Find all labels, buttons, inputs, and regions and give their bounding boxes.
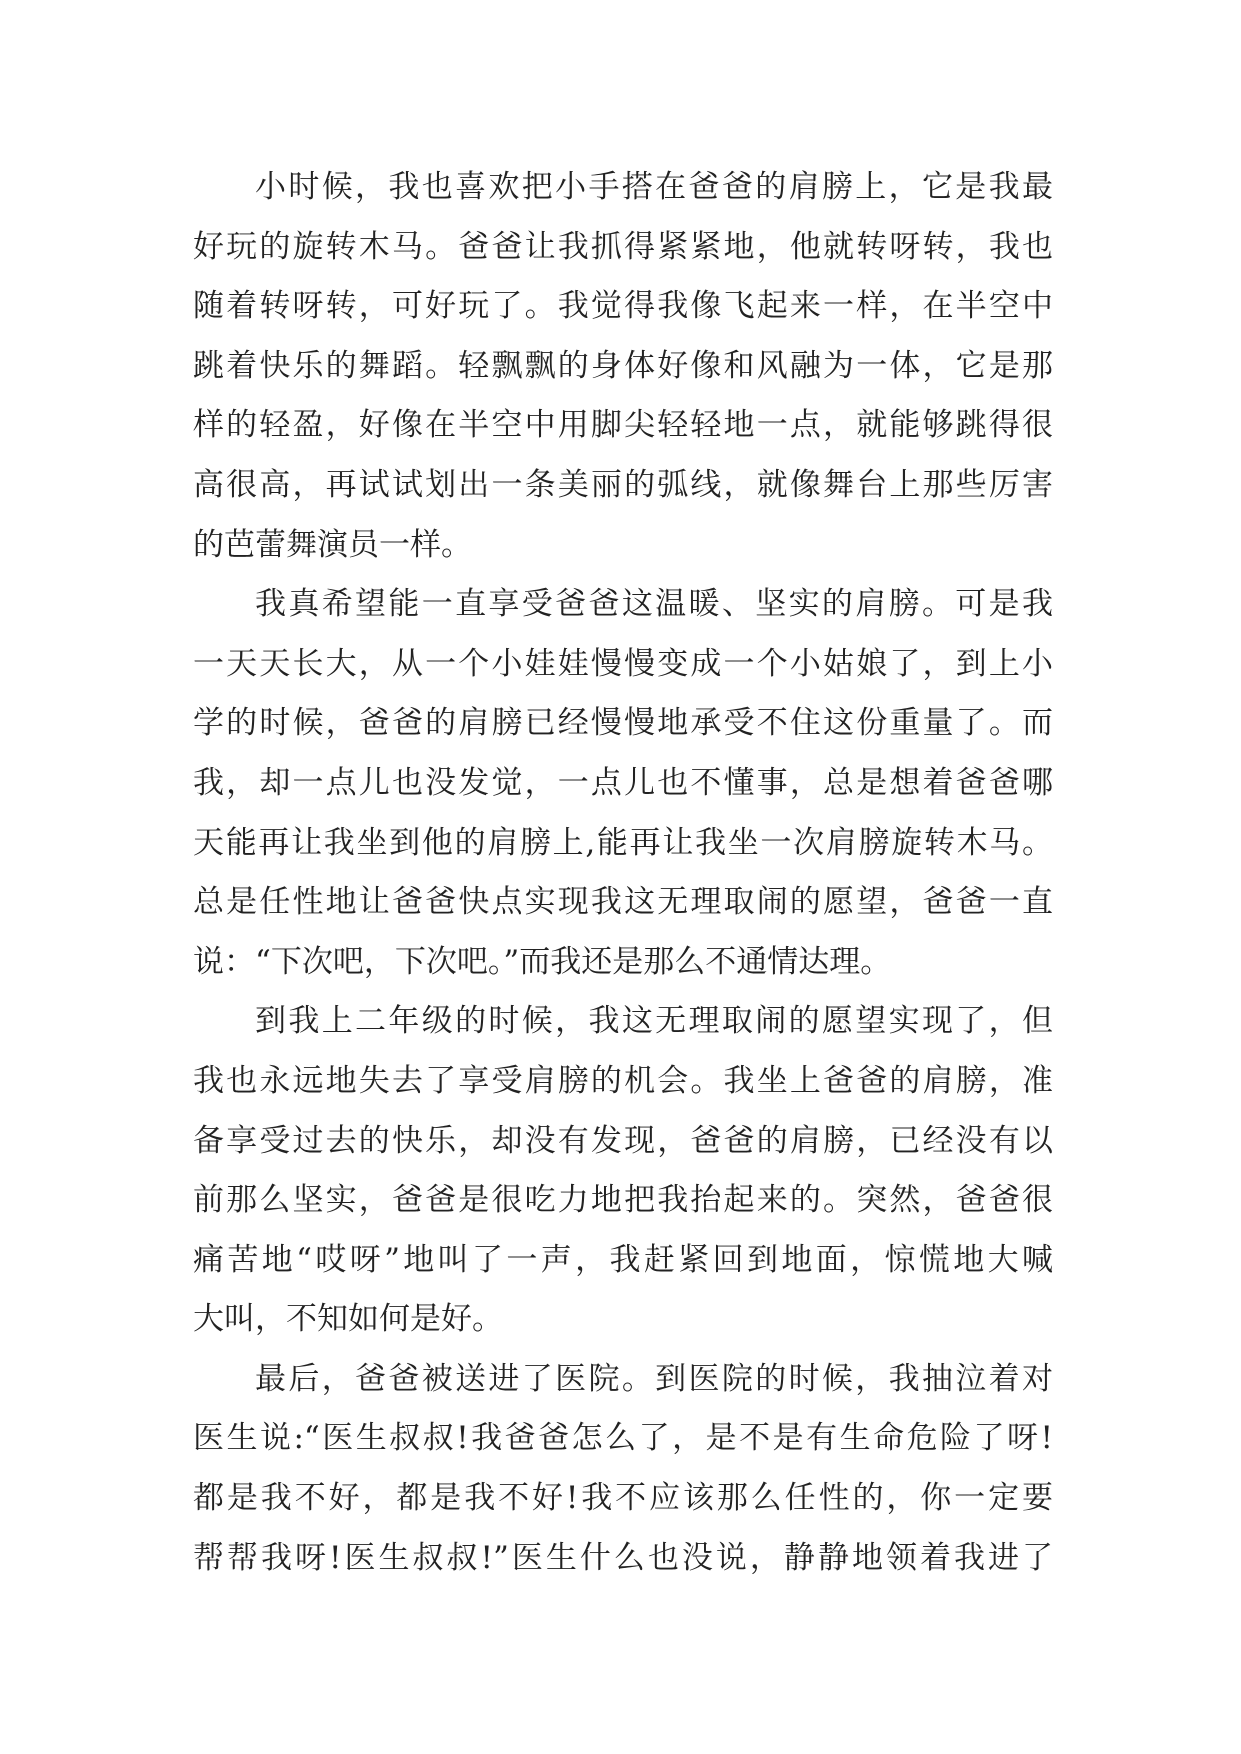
document-body — [193, 158, 1053, 1588]
text-line: 一天天长大，从一个小娃娃慢慢变成一个小姑娘了，到上小 — [193, 645, 1053, 682]
text-line: 我也永远地失去了享受肩膀的机会。我坐上爸爸的肩膀，准 — [193, 1062, 1053, 1099]
text-line: 高很高，再试试划出一条美丽的弧线，就像舞台上那些厉害 — [193, 466, 1053, 503]
text-line: 帮帮我呀!医生叔叔!”医生什么也没说，静静地领着我进了 — [193, 1539, 1053, 1576]
text-line: 好玩的旋转木马。爸爸让我抓得紧紧地，他就转呀转，我也 — [193, 228, 1053, 265]
text-line: 到我上二年级的时候，我这无理取闹的愿望实现了，但 — [255, 1003, 1053, 1040]
text-line: 随着转呀转，可好玩了。我觉得我像飞起来一样，在半空中 — [193, 288, 1053, 325]
text-line: 前那么坚实，爸爸是很吃力地把我抬起来的。突然，爸爸很 — [193, 1182, 1053, 1219]
text-line: 的芭蕾舞演员一样。 — [193, 526, 472, 563]
text-line: 学的时候，爸爸的肩膀已经慢慢地承受不住这份重量了。而 — [193, 705, 1053, 742]
text-line: 总是任性地让爸爸快点实现我这无理取闹的愿望，爸爸一直 — [193, 884, 1053, 921]
text-line: 我真希望能一直享受爸爸这温暖、坚实的肩膀。可是我 — [255, 586, 1053, 623]
text-line: 天能再让我坐到他的肩膀上,能再让我坐一次肩膀旋转木马。 — [193, 824, 1053, 861]
text-line: 医生说:“医生叔叔!我爸爸怎么了，是不是有生命危险了呀! — [193, 1420, 1053, 1457]
text-line: 最后，爸爸被送进了医院。到医院的时候，我抽泣着对 — [255, 1360, 1053, 1397]
paragraph-2 — [193, 575, 1053, 992]
text-line: 我，却一点儿也没发觉，一点儿也不懂事，总是想着爸爸哪 — [193, 764, 1053, 801]
text-line: 样的轻盈，好像在半空中用脚尖轻轻地一点，就能够跳得很 — [193, 407, 1053, 444]
text-line: 小时候，我也喜欢把小手搭在爸爸的肩膀上，它是我最 — [255, 169, 1053, 205]
paragraph-4 — [193, 1350, 1053, 1588]
text-line: 大叫，不知如何是好。 — [193, 1301, 503, 1338]
paragraph-1 — [193, 158, 1053, 575]
text-line: 都是我不好，都是我不好!我不应该那么任性的，你一定要 — [193, 1480, 1053, 1517]
text-line: 痛苦地“哎呀”地叫了一声，我赶紧回到地面，惊慌地大喊 — [193, 1241, 1053, 1278]
text-line: 备享受过去的快乐，却没有发现，爸爸的肩膀，已经没有以 — [193, 1122, 1053, 1159]
text-line: 跳着快乐的舞蹈。轻飘飘的身体好像和风融为一体，它是那 — [193, 347, 1053, 384]
paragraph-3 — [193, 992, 1053, 1350]
text-line: 说：“下次吧，下次吧。”而我还是那么不通情达理。 — [193, 943, 892, 980]
